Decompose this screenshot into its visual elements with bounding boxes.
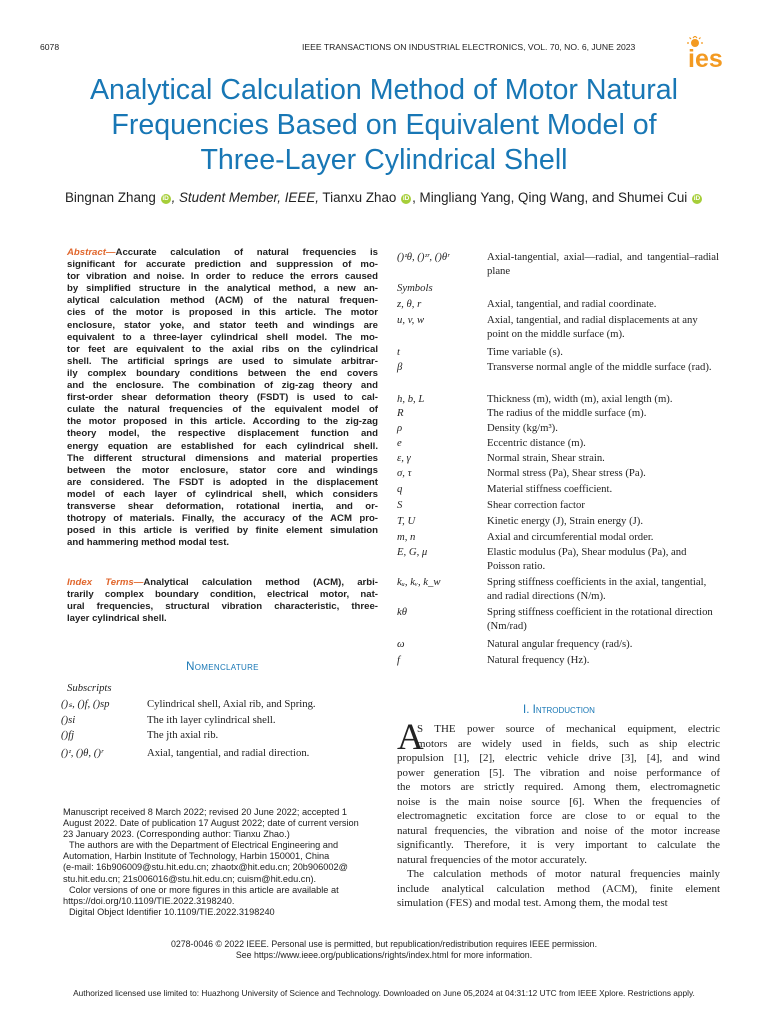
abstract-line: cies of the motor is proposed in this article. The motor (67, 307, 378, 319)
index-terms-line: ural frequencies, structural vibration characteristic, three- (67, 601, 378, 613)
abstract-line: theory model, the respective displacement function and (67, 428, 378, 440)
abstract-body (67, 259, 378, 549)
introduction-line: motors are widely used in fields, such as ship electric (417, 737, 720, 750)
introduction-body (397, 717, 720, 911)
introduction-line: propulsion [1], [2], electric vehicle drive [3], [4], and wind (397, 752, 720, 764)
symbol: e (397, 437, 402, 449)
symbol-description: Axial-tangential, axial—radial, and tangential–radial plane (487, 251, 719, 277)
ies-logo-text: ies (688, 45, 723, 70)
introduction-line: significantly. Therefore, it is very important to calculate the (397, 839, 720, 851)
symbol-description: Material stiffness coefficient. (487, 483, 613, 495)
symbol: S (397, 499, 403, 511)
author-name: Tianxu Zhao (318, 190, 397, 205)
copyright-notice (40, 939, 728, 960)
abstract-line: posed in this article is verified by finite element simulation (67, 525, 378, 537)
symbol: f (397, 654, 400, 666)
abstract-line: are considered. The FSDT is adopted in the displacement (67, 476, 378, 488)
abstract-line: shell. The artificial springs are used to simulate arbitrar- (67, 355, 378, 367)
symbol-description: Axial, tangential, and radial coordinate. (487, 298, 657, 310)
introduction-line: include analytical calculation method (ACM), finite element (397, 882, 720, 895)
symbol-description: Natural angular frequency (rad/s). (487, 638, 633, 650)
subscript-description: Cylindrical shell, Axial rib, and Spring. (147, 698, 316, 710)
symbol: u, v, w (397, 314, 425, 326)
symbol: kᵤ, kᵥ, k_w (397, 576, 441, 588)
symbol: h, b, L (397, 393, 425, 405)
footnote-line: https://doi.org/10.1109/TIE.2022.3198240. (63, 895, 235, 906)
abstract-line: the motor proposed in this article. According to the zig-zag (67, 416, 378, 428)
abstract-line: transverse shear deformation, rotational inertia, and or- (67, 500, 378, 512)
index-terms-line: trarily complex boundary condition, electrical motor, nat- (67, 589, 378, 601)
abstract-line: Accurate calculation of natural frequencies is (115, 247, 378, 258)
abstract-line: between the motor enclosure, stator core and windings (67, 464, 378, 476)
subscript-description: The jth axial rib. (147, 729, 219, 741)
author-membership: , Student Member, IEEE, (171, 190, 319, 205)
paper-title (40, 73, 728, 178)
orcid-icon[interactable]: iD (402, 195, 410, 202)
footnote-line: Color versions of one or more figures in this article are available at (69, 884, 339, 895)
symbol: t (397, 346, 400, 358)
introduction-line: The calculation methods of motor natural frequencies mainly (407, 868, 720, 880)
nomenclature-heading: Nomenclature (186, 661, 259, 673)
abstract-line: tor feet are equivalent to the axial ribs on the cylindrical (67, 343, 378, 355)
symbol: ()ᶻθ, ()ᶻʳ, ()θʳ (397, 251, 450, 263)
abstract-line: energy equation are established for each cylindrical shell. (67, 440, 378, 452)
subscript-symbol: ()si (61, 714, 76, 726)
author-names: , Mingliang Yang, Qing Wang, and Shumei Cui (412, 190, 688, 205)
title-line: Analytical Calculation Method of Motor Natural (89, 74, 679, 106)
abstract (67, 247, 378, 549)
symbol-description: Eccentric distance (m). (487, 437, 586, 449)
symbol-description: Spring stiffness coefficients in the axial, tangential, and radial directions (N/m). (487, 576, 707, 602)
footnote-line: stu.hit.edu.cn; 21s006016@stu.hit.edu.cn; cuism@hit.edu.cn). (63, 873, 317, 884)
symbol-description: Density (kg/m³). (487, 422, 558, 434)
symbol: ρ (397, 422, 403, 434)
abstract-label: Abstract— (67, 247, 116, 258)
abstract-line: alytical calculation method (ACM) of the natural frequen- (67, 295, 378, 307)
footnote (63, 807, 378, 918)
symbol-description: Thickness (m), width (m), axial length (m). (487, 393, 673, 405)
footnote-line: (e-mail: 16b906009@stu.hit.edu.cn; zhaotx@hit.edu.cn; 20b906002@ (63, 862, 348, 873)
introduction-line: S THE power source of mechanical equipment, electric (417, 723, 720, 735)
symbol-description: Transverse normal angle of the middle surface (rad). (487, 361, 712, 373)
introduction-line: noise is the main noise source [6]. When the frequencies of (397, 795, 720, 808)
symbol: E, G, μ (397, 546, 428, 558)
introduction-line: simulation (FES) and modal test. Among them, the modal test (397, 897, 668, 909)
symbol: β (397, 361, 403, 373)
subscript-symbol: ()ₛ, ()f, ()sp (61, 698, 110, 710)
introduction-line: the motors are strictly required. Among them, electromagnetic (397, 781, 720, 793)
index-terms-line: Analytical calculation method (ACM), arbi- (143, 577, 378, 588)
ies-logo (686, 36, 736, 70)
abstract-line: and the enclosure. The combination of zig-zag theory and (67, 380, 378, 392)
symbol-description: Normal stress (Pa), Shear stress (Pa). (487, 467, 646, 479)
footnote-line: August 2022. Date of publication 17 August 2022; date of current version (63, 818, 359, 829)
abstract-line: significant for accurate prediction and suppression of mo- (67, 259, 378, 271)
introduction-line: natural frequencies of the motor accurately. (397, 853, 587, 866)
title-line: Three-Layer Cylindrical Shell (200, 144, 568, 176)
index-terms (67, 577, 378, 625)
introduction-line: power generation [5]. The vibration and noise performance of (397, 766, 720, 779)
abstract-line: tor vibration and noise. In order to reduce the errors caused (67, 271, 378, 283)
abstract-line: model of each layer of cylindrical shell, which considers (67, 488, 378, 500)
symbol: σ, τ (397, 467, 412, 479)
symbol-description: Natural frequency (Hz). (487, 654, 590, 666)
symbol-description: The radius of the middle surface (m). (487, 407, 647, 419)
symbol: R (397, 407, 404, 419)
page-number: 6078 (40, 42, 60, 52)
symbol-description: Spring stiffness coefficient in the rotational direction (Nm/rad) (487, 606, 713, 632)
symbol: z, θ, r (397, 298, 422, 310)
author-list (40, 190, 728, 205)
subscript-description: Axial, tangential, and radial direction. (147, 747, 310, 759)
symbol-description: Elastic modulus (Pa), Shear modulus (Pa), and Poisson ratio. (487, 546, 687, 572)
symbol-description: Shear correction factor (487, 499, 585, 511)
copyright-line: See https://www.ieee.org/publications/rights/index.html for more information. (235, 949, 533, 960)
introduction-line: natural frequencies, the vibration and noise of the motor increase (397, 824, 720, 837)
index-terms-label: Index Terms— (67, 577, 144, 588)
journal-name: IEEE TRANSACTIONS ON INDUSTRIAL ELECTRONICS, VOL. 70, NO. 6, JUNE 2023 (302, 42, 636, 52)
introduction-heading: I. Introduction (523, 704, 595, 716)
footnote-line: Automation, Harbin Institute of Technology, Harbin 150001, China (63, 851, 330, 862)
symbol-description: Axial, tangential, and radial displacements at any point on the middle surface (m). (487, 314, 698, 340)
abstract-line: culate the natural frequencies of the equivalent model of (67, 404, 378, 416)
symbol: ω (397, 638, 405, 650)
abstract-line: enclosure, stator yoke, and stator teeth and windings are (67, 319, 378, 331)
license-notice: Authorized licensed use limited to: Huazhong University of Science and Technology. Downloaded on June 05,2024 at 04:31:12 UTC from IEEE Xplore. Restrictions apply. (73, 988, 695, 998)
author-name: Bingnan Zhang (64, 190, 156, 205)
symbol: T, U (397, 515, 416, 527)
index-terms-line: layer cylindrical shell. (67, 613, 167, 625)
symbol: kθ (397, 606, 407, 618)
title-line: Frequencies Based on Equivalent Model of (111, 109, 657, 141)
subscript-symbol: ()fj (61, 729, 75, 741)
footnote-line: 23 January 2023. (Corresponding author: Tianxu Zhao.) (63, 829, 290, 840)
subscript-description: The ith layer cylindrical shell. (147, 714, 276, 726)
symbol-description: Kinetic energy (J), Strain energy (J). (487, 515, 644, 527)
abstract-line: equivalent to a three-layer cylindrical shell model. The mo- (67, 331, 378, 343)
drop-cap: A (397, 717, 424, 758)
abstract-line: first-order shear deformation theory (FSDT) is used to cal- (67, 392, 378, 404)
symbols-heading: Symbols (397, 282, 433, 294)
symbol-description: Normal strain, Shear strain. (487, 452, 605, 464)
abstract-line: thotropy of materials. Finally, the accuracy of the ACM pro- (67, 513, 378, 525)
abstract-line: and hammering method modal test. (67, 537, 230, 549)
footnote-line: Digital Object Identifier 10.1109/TIE.2022.3198240 (69, 906, 275, 917)
introduction-line: electromagnetic excitation force are close to or equal to the (397, 810, 720, 822)
symbol-description: Time variable (s). (487, 346, 563, 358)
symbol: m, n (397, 531, 416, 543)
abstract-line: The different structural dimensions and material properties (67, 452, 378, 464)
abstract-line: by simplified structure in the analytical method, a new an- (67, 283, 378, 295)
symbol-description: Axial and circumferential modal order. (487, 531, 654, 543)
subscript-symbol: ()ᶻ, ()θ, ()ʳ (61, 747, 104, 759)
footnote-line: The authors are with the Department of Electrical Engineering and (69, 840, 339, 851)
orcid-icon[interactable]: iD (693, 195, 701, 202)
copyright-line: 0278-0046 © 2022 IEEE. Personal use is permitted, but republication/redistribution requires IEEE permission. (170, 939, 598, 949)
orcid-icon[interactable]: iD (162, 195, 169, 202)
symbol: q (397, 483, 403, 495)
abstract-line: ily complex boundary conditions between the end covers (67, 367, 378, 379)
subscripts-heading: Subscripts (67, 682, 112, 694)
footnote-line: Manuscript received 8 March 2022; revised 20 June 2022; accepted 1 (63, 807, 347, 817)
symbol: ε, γ (397, 452, 411, 464)
